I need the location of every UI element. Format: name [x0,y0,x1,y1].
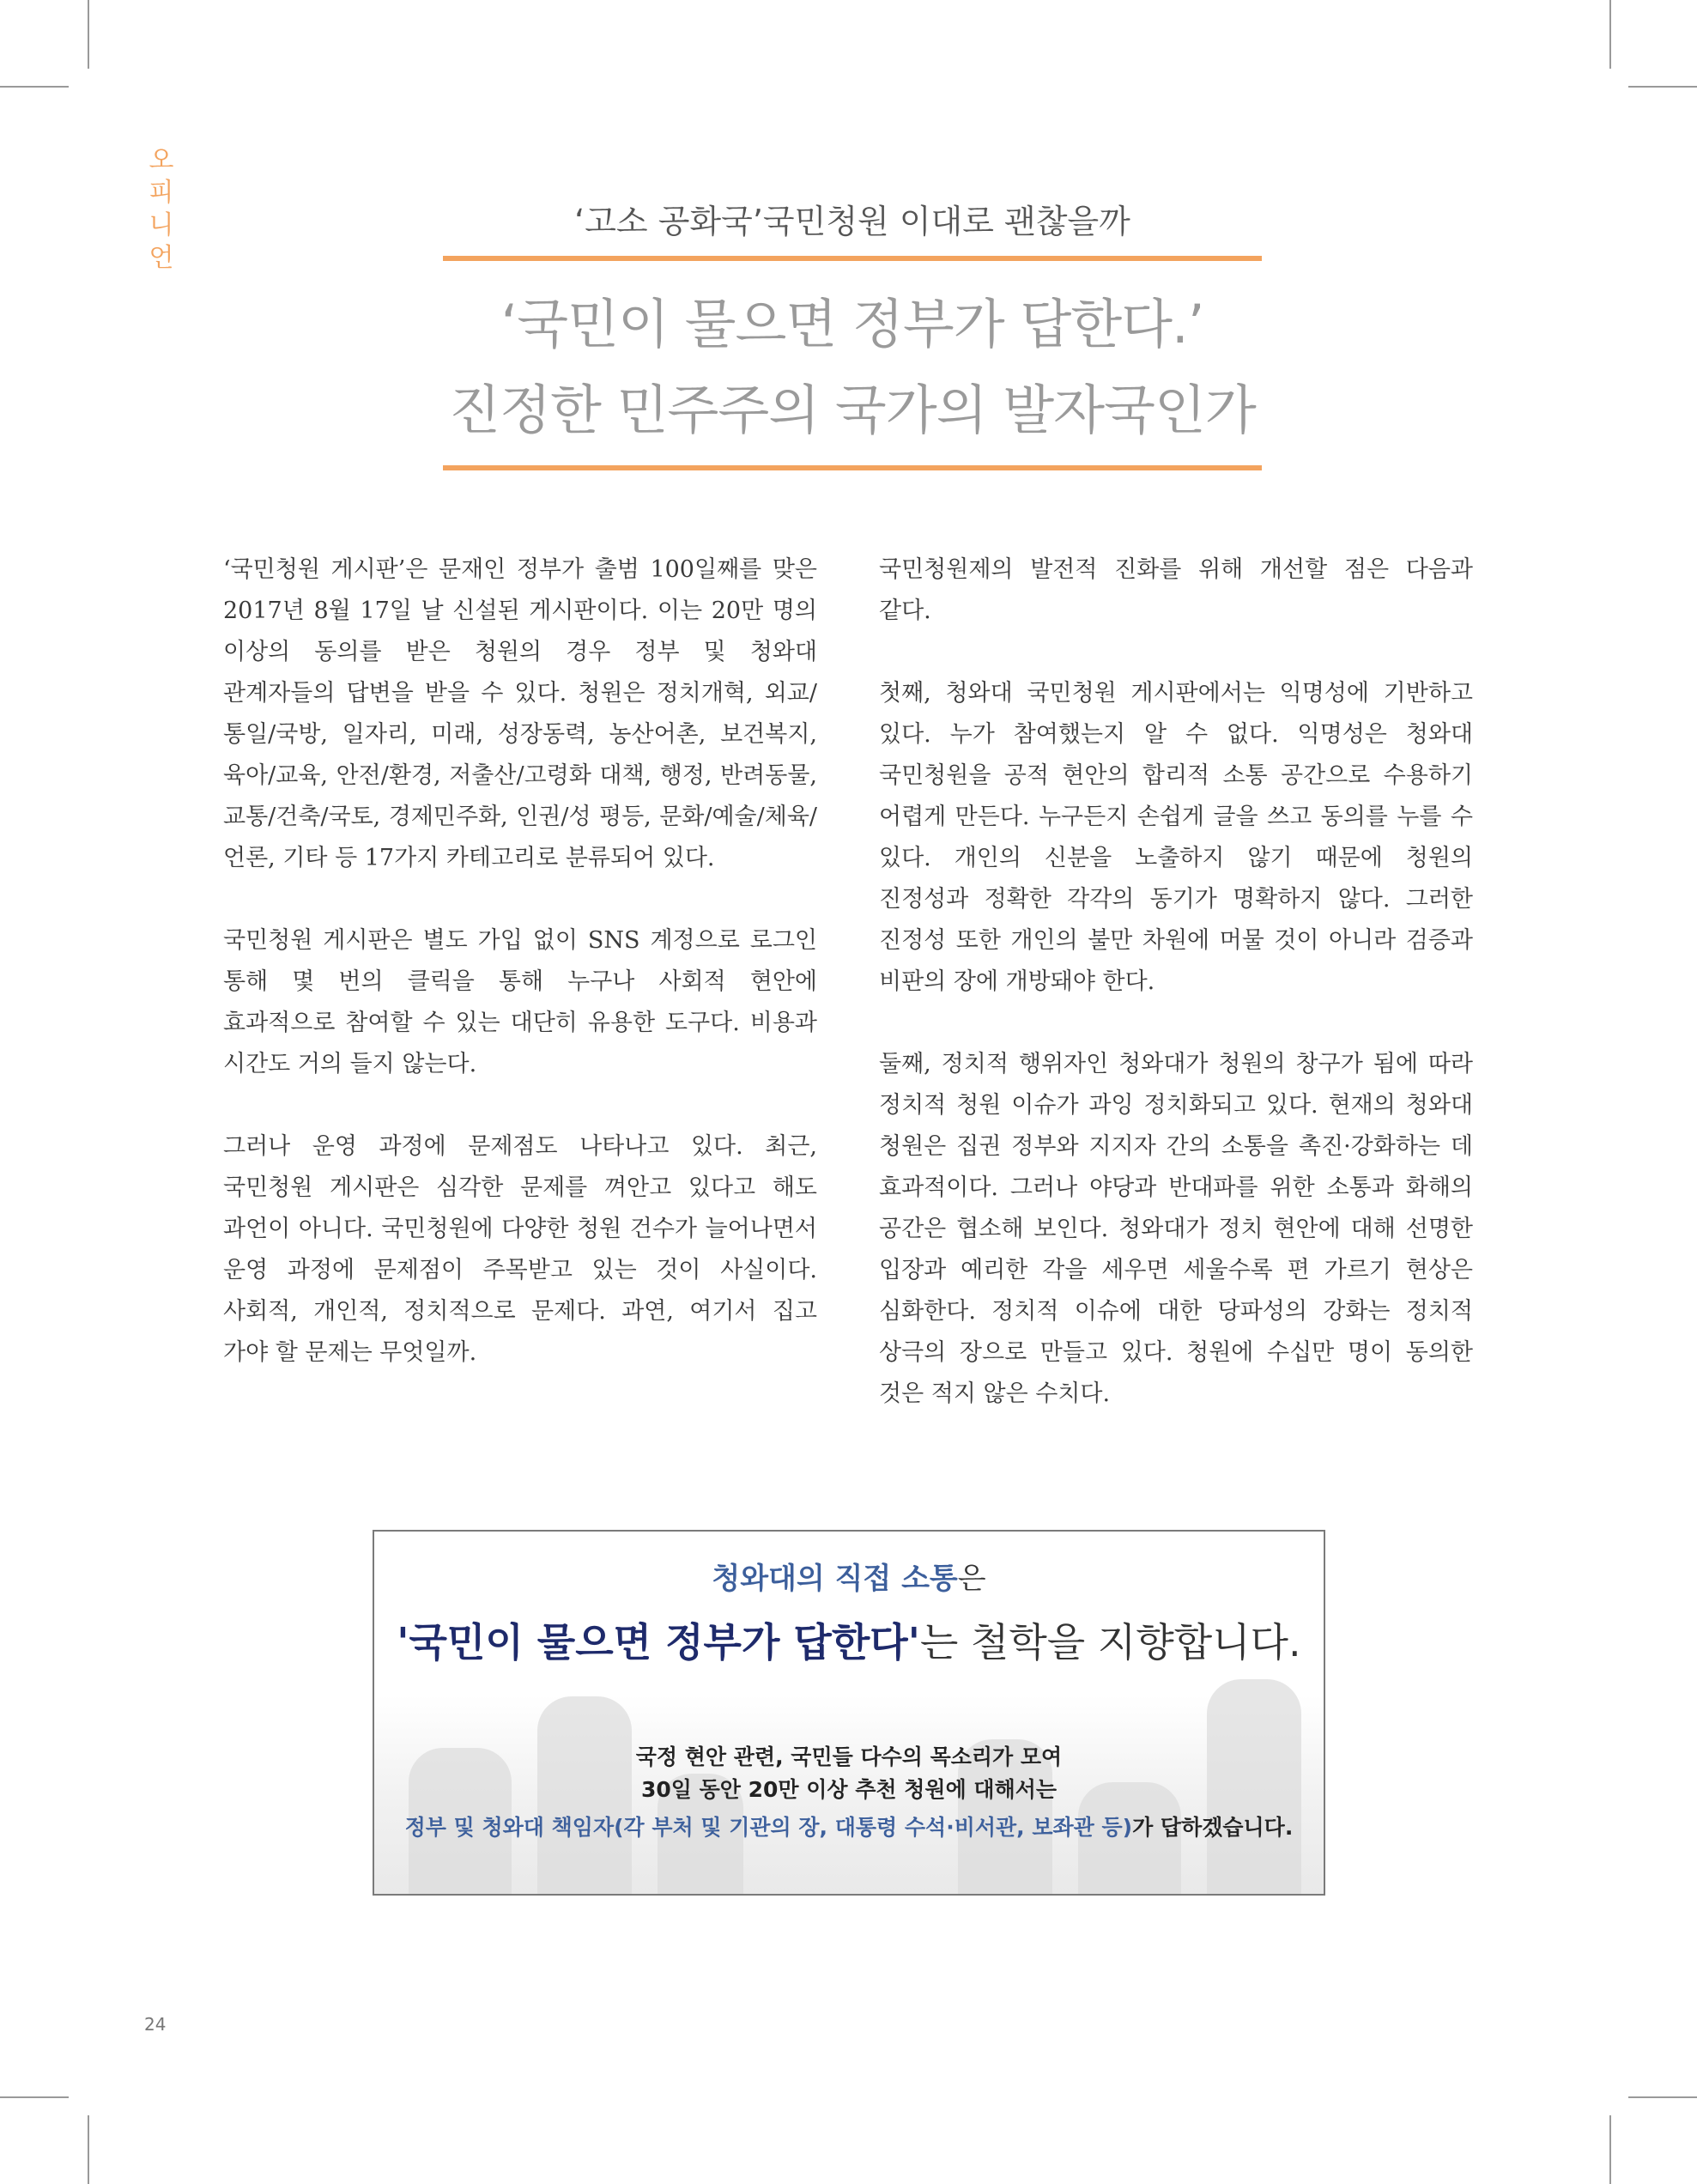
callout-detail-2: 30일 동안 20만 이상 추천 청원에 대해서는 [640,1777,1058,1802]
section-label-char: 언 [148,243,174,273]
callout-slogan: '국민이 물으면 정부가 답한다' [397,1619,920,1665]
callout-line-1 [374,1557,1324,1600]
callout-line-2 [374,1614,1324,1671]
headline-line-2: 진정한 민주주의 국가의 발자국인가 [449,379,1256,441]
crop-mark [1628,86,1697,88]
callout-detail-1: 국정 현안 관련, 국민들 다수의 목소리가 모여 [635,1744,1063,1769]
left-column [223,549,817,1374]
callout-text: 가 답하겠습니다. [1132,1815,1294,1840]
right-column [879,549,1473,1415]
callout-highlight: 청와대의 직접 소통 [712,1562,958,1596]
callout-text: 는 철학을 지향합니다. [919,1619,1301,1665]
paragraph: ‘국민청원 게시판’은 문재인 정부가 출범 100일째를 맞은 2017년 8월 17일 날 신설된 게시판이다. 이는 20만 명의 이상의 동의를 받은 청원의 경우 정부 및 청와대 관계자들의 답변을 받을 수 있다. 청원은 정치개혁, 외교/통일/국방, 일자리, 미래, 성장동력, 농산어촌, 보건복지, 육아/교육, 안전/환경, 저출산/고령화 대책, 행정, 반려동물, 교통/건축/국토, 경제민주화, 인권/성 평등, 문화/예술/체육/언론, 기타 등 17가지 카테고리로 분류되어 있다. [223,556,817,871]
crop-mark [0,86,69,88]
paragraph: 그러나 운영 과정에 문제점도 나타나고 있다. 최근, 국민청원 게시판은 심각한 문제를 껴안고 있다고 해도 과언이 아니다. 국민청원에 다양한 청원 건수가 늘어나면서 운영 과정에 문제점이 주목받고 있는 것이 사실이다. 사회적, 개인적, 정치적으로 문제다. 과연, 여기서 집고 가야 할 문제는 무엇일까. [223,1133,817,1366]
paragraph: 둘째, 정치적 행위자인 청와대가 청원의 창구가 됨에 따라 정치적 청원 이슈가 과잉 정치화되고 있다. 현재의 청와대 청원은 집권 정부와 지지자 간의 소통을 촉진·강화하는 데 효과적이다. 그러나 야당과 반대파를 위한 소통과 화해의 공간은 협소해 보인다. 청와대가 정치 현안에 대해 선명한 입장과 예리한 각을 세우면 세울수록 편 가르기 현상은 심화한다. 정치적 이슈에 대한 당파성의 강화는 정치적 상극의 장으로 만들고 있다. 청원에 수십만 명이 동의한 것은 적지 않은 수치다. [879,1051,1473,1407]
headline-top-rule [443,256,1262,261]
headline [395,282,1310,453]
section-label-char: 니 [148,210,174,240]
crop-mark [1609,0,1611,69]
paragraph: 국민청원 게시판은 별도 가입 없이 SNS 계정으로 로그인 통해 몇 번의 클릭을 통해 누구나 사회적 현안에 효과적으로 참여할 수 있는 대단히 유용한 도구다. 비용과 시간도 거의 들지 않는다. [223,927,817,1077]
section-label-char: 오 [148,145,174,175]
section-label [144,144,179,275]
crop-mark [88,0,89,69]
headline-line-1: ‘국민이 물으면 정부가 답한다.’ [500,293,1204,355]
crop-mark [1609,2115,1611,2184]
callout-highlight: 정부 및 청와대 책임자(각 부처 및 기관의 장, 대통령 수석·비서관, 보좌관 등) [404,1815,1133,1840]
crop-mark [1628,2096,1697,2098]
petition-callout-box [373,1530,1325,1896]
paragraph: 첫째, 청와대 국민청원 게시판에서는 익명성에 기반하고 있다. 누가 참여했는지 알 수 없다. 익명성은 청와대 국민청원을 공적 현안의 합리적 소통 공간으로 수용하기 어렵게 만든다. 누구든지 손쉽게 글을 쓰고 동의를 누를 수 있다. 개인의 신분을 노출하지 않기 때문에 청원의 진정성과 정확한 각각의 동기가 명확하지 않다. 그러한 진정성 또한 개인의 불만 차원에 머물 것이 아니라 검증과 비판의 장에 개방돼야 한다. [879,680,1473,995]
page-number: 24 [144,2014,167,2035]
callout-text: 은 [957,1562,986,1596]
paragraph: 국민청원제의 발전적 진화를 위해 개선할 점은 다음과 같다. [879,556,1473,624]
crop-mark [88,2115,89,2184]
kicker-title: ‘고소 공화국’국민청원 이대로 괜찮을까 [574,203,1130,240]
section-label-char: 피 [148,178,174,208]
headline-bottom-rule [443,465,1262,470]
callout-detail-3 [374,1811,1324,1844]
crop-mark [0,2096,69,2098]
